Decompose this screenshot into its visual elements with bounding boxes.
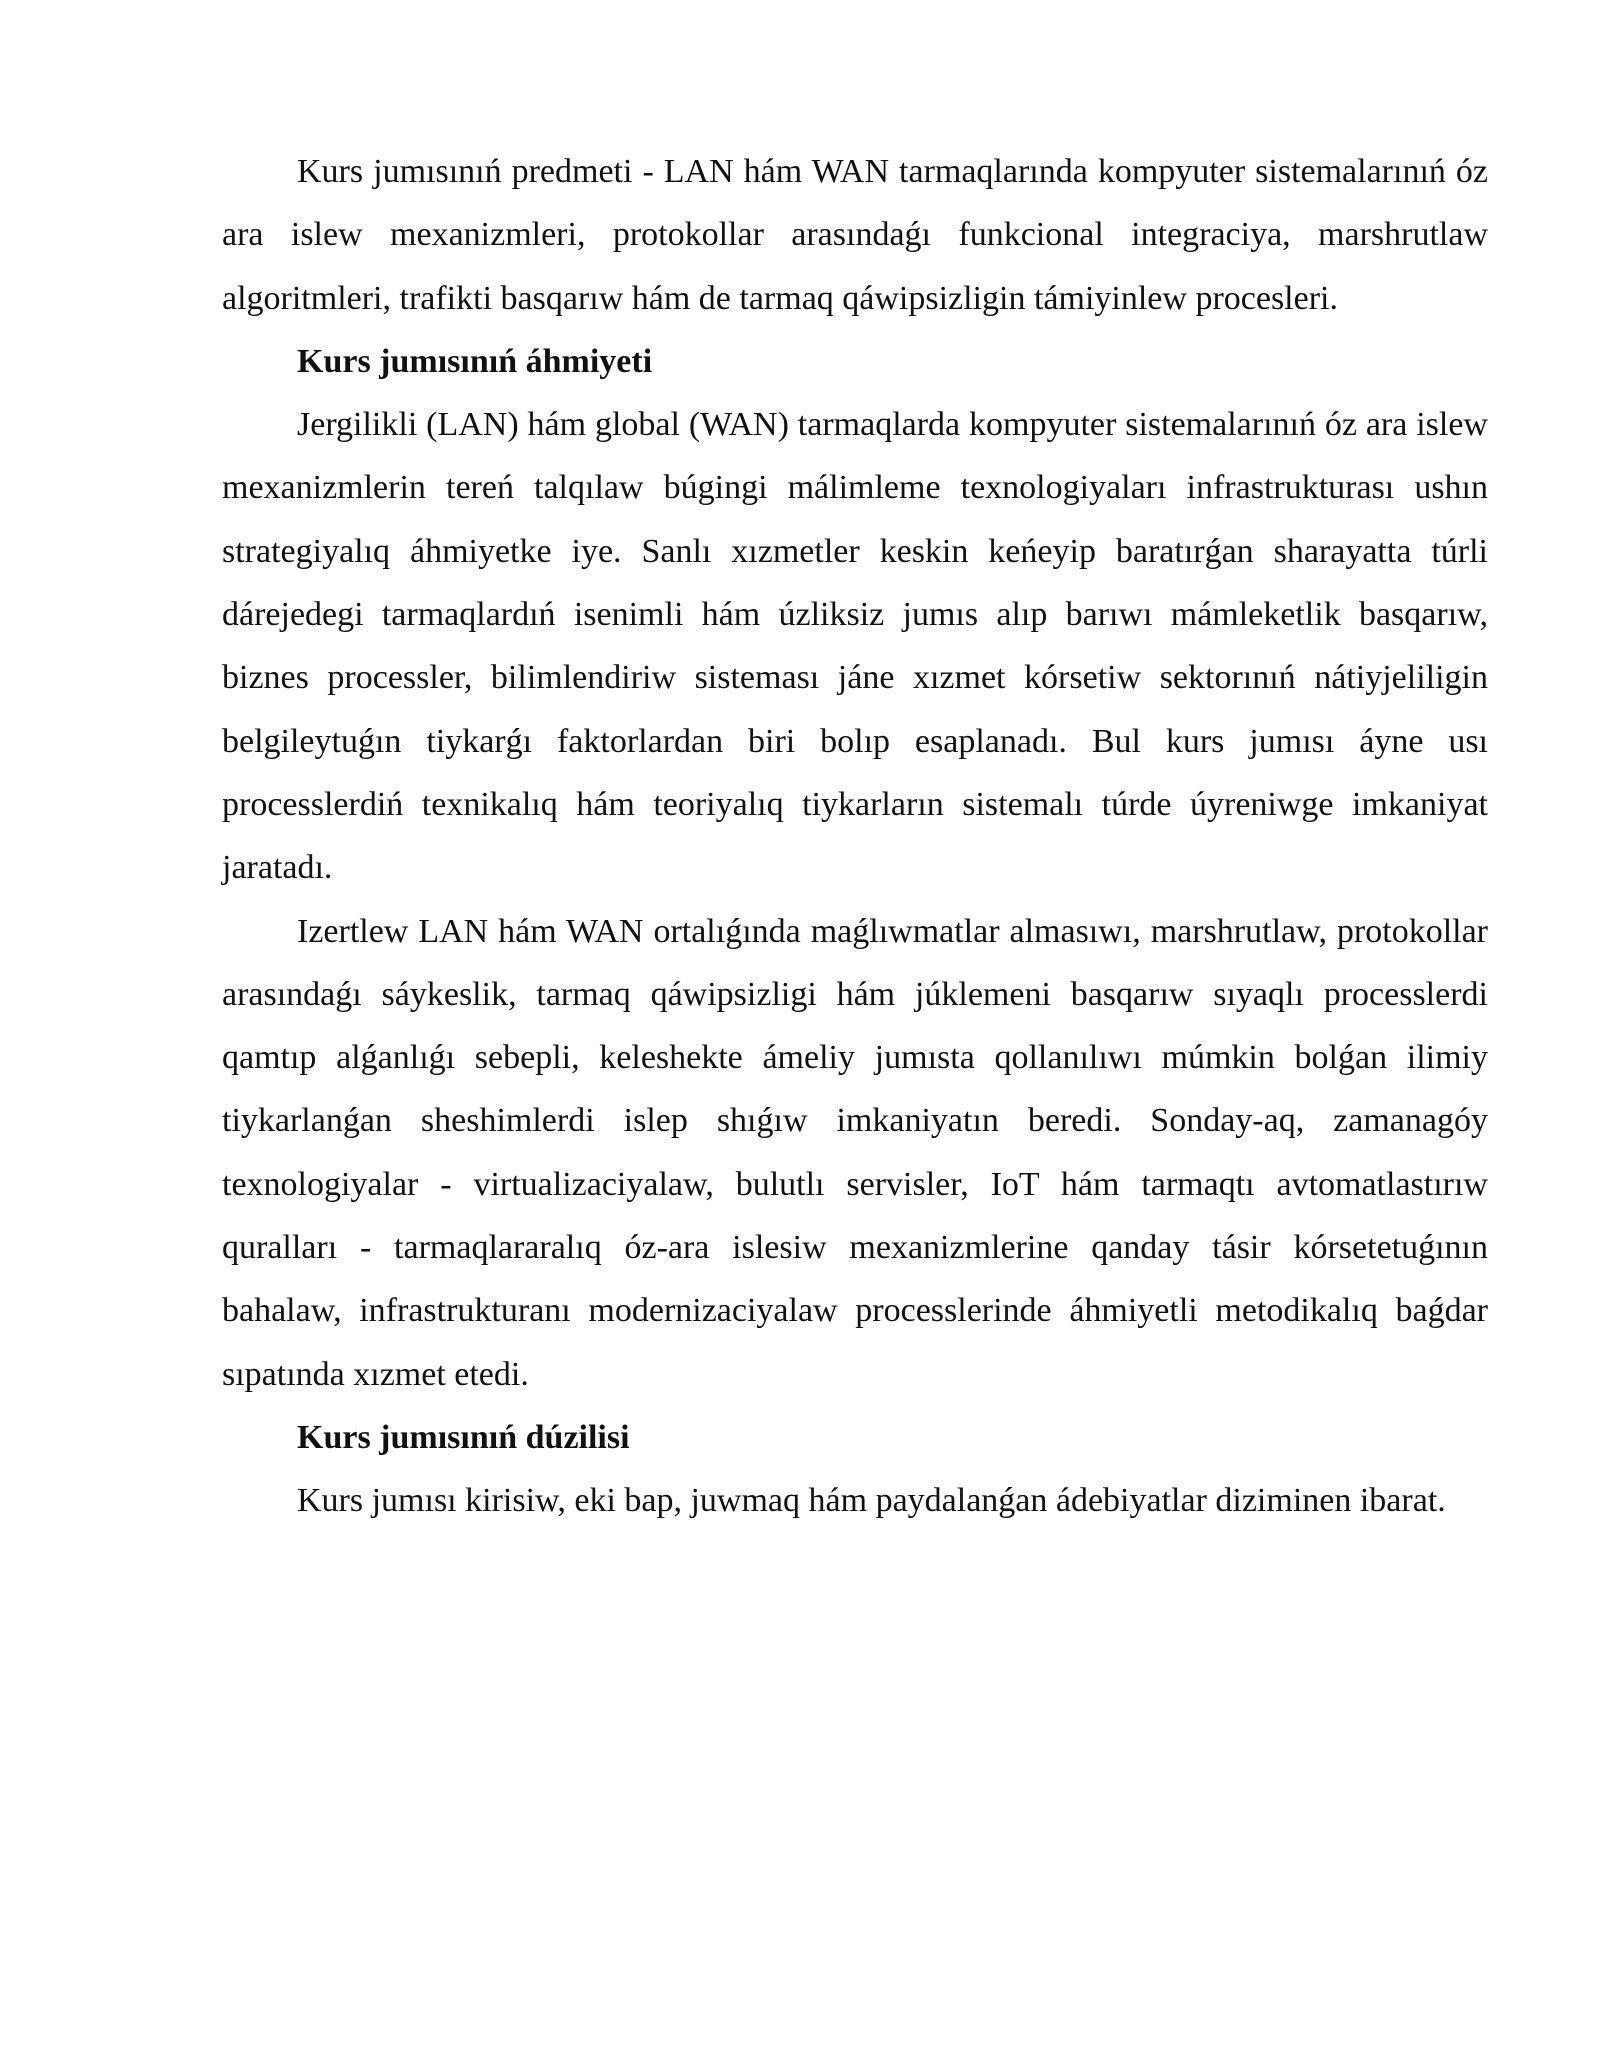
structure-paragraph: Kurs jumısı kirisiw, eki bap, juwmaq hám paydalanǵan ádebiyatlar diziminen ibarat. xyxy=(297,1482,1446,1520)
importance-paragraph-2: Izertlew LAN hám WAN ortalıǵında maǵlıwmatlar almasıwı, marshrutlaw, protokollar arasındaǵı sáykeslik, tarmaq qáwipsizligi hám júklemeni basqarıw sıyaqlı processlerdi qamtıp alǵanlıǵı sebepli, keleshekte ámeliy jumısta qollanılıwı múmkin bolǵan ilimiy tiykarlanǵan sheshimlerdi islep shıǵıw imkaniyatın beredi. Sonday-aq, zamanagóy texnologiyalar - virtualizaciyalaw, bulutlı servisler, IoT hám tarmaqtı avtomatlastırıw quralları - tarmaqlararalıq óz-ara islesiw mexanizmlerine qanday tásir kórsetetuǵının bahalaw, infrastrukturanı modernizaciyalaw processlerinde áhmiyetli metodikalıq baǵdar sıpatında xızmet etedi. xyxy=(222,912,1488,1393)
intro-paragraph: Kurs jumısınıń predmeti - LAN hám WAN tarmaqlarında kompyuter sistemalarınıń óz ara islew mexanizmleri, protokollar arasındaǵı funkcional integraciya, marshrutlaw algoritmleri, trafikti basqarıw hám de tarmaq qáwipsizligin támiyinlew procesleri. xyxy=(222,153,1488,317)
section-heading-structure: Kurs jumısınıń dúzilisi xyxy=(297,1418,630,1456)
section-heading-importance: Kurs jumısınıń áhmiyeti xyxy=(297,342,653,380)
document-body xyxy=(222,140,1488,1533)
importance-paragraph-1: Jergilikli (LAN) hám global (WAN) tarmaqlarda kompyuter sistemalarınıń óz ara islew mexanizmlerin tereń talqılaw búgingi málimleme texnologiyaları infrastrukturası ushın strategiyalıq áhmiyetke iye. Sanlı xızmetler keskin keńeyip baratırǵan sharayatta túrli dárejedegi tarmaqlardıń isenimli hám úzliksiz jumıs alıp barıwı mámleketlik basqarıw, biznes processler, bilimlendiriw sisteması jáne xızmet kórsetiw sektorınıń nátiyjeliligin belgileytuǵın tiykarǵı faktorlardan biri bolıp esaplanadı. Bul kurs jumısı áyne usı processlerdiń texnikalıq hám teoriyalıq tiykarların sistemalı túrde úyreniwge imkaniyat jaratadı. xyxy=(222,406,1488,887)
